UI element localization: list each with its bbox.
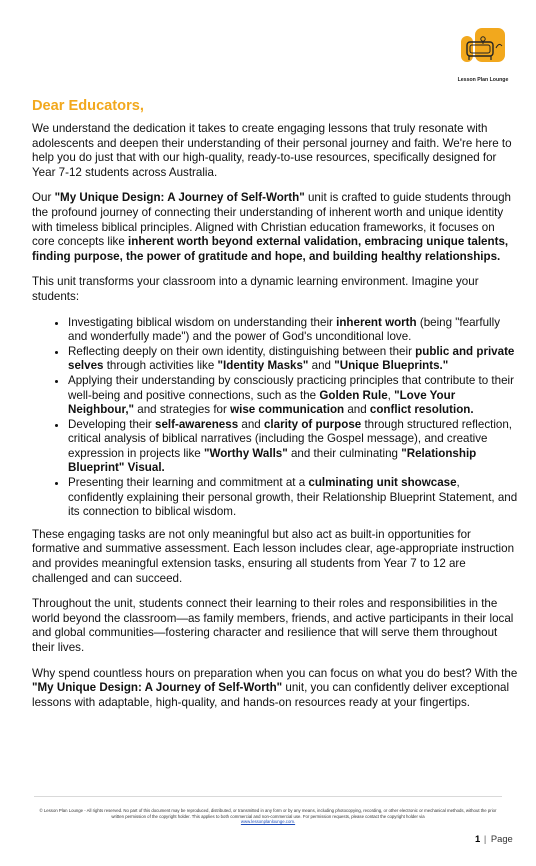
letter-body bbox=[32, 98, 518, 721]
unit-overview-paragraph: Our "My Unique Design: A Journey of Self-Worth" unit is crafted to guide students through the profound journey of connecting their understanding of inherent worth and unique identity with timeless biblical principles. Aligned with Christian education frameworks, it focuses on core concepts like inherent worth beyond external validation, embracing unique talents, finding purpose, the power of gratitude and hope, and building healthy relationships. bbox=[32, 191, 511, 263]
copyright-text: © Lesson Plan Lounge - All rights reserved. No part of this document may be reproduced, distributed, or transmitted in any form or by any means, including photocopying, recording, or other electronic or mechanical methods, without the prior written permission of the copyright holder. This applies to both commercial and non-commercial use. For permission requests, please contact the copyright holder via bbox=[39, 808, 497, 819]
footer-divider bbox=[34, 796, 502, 797]
transform-paragraph: This unit transforms your classroom into a dynamic learning environment. Imagine your students: bbox=[32, 275, 479, 303]
unit-title-closing: "My Unique Design: A Journey of Self-Worth" bbox=[32, 681, 283, 695]
unit-title: "My Unique Design: A Journey of Self-Worth" bbox=[54, 191, 305, 205]
core-concepts: inherent worth beyond external validation, embracing unique talents, finding purpose, the power of gratitude and hope, and building healthy relationships. bbox=[32, 235, 509, 263]
list-item: • Applying their understanding by consciously practicing principles that contribute to their well-being and positive connections, such as the Golden Rule, "Love Your Neighbour," and strategies for wise communication and conflict resolution. bbox=[68, 374, 518, 418]
assessment-paragraph: These engaging tasks are not only meaningful but also act as built-in opportunities for formative and summative assessment. Each lesson includes clear, age-appropriate instruction and provides meaningful extension tasks, ensuring all students from Year 7 to 12 are challenged and can succeed. bbox=[32, 527, 515, 585]
couch-logo-icon bbox=[461, 28, 505, 68]
intro-paragraph: We understand the dedication it takes to create engaging lessons that truly resonate with adolescents and deepen their understanding of their personal journey and faith. We're here to help you do just that with our high-quality, ready-to-use resources, specifically designed for Year 7-12 students across Australia. bbox=[32, 122, 512, 179]
list-item: • Developing their self-awareness and clarity of purpose through structured reflection, critical analysis of biblical narratives (including the Gospel message), and creative expression in projects like "Worthy Walls" and their culminating "Relationship Blueprint" Visual. bbox=[68, 418, 518, 476]
list-item: • Presenting their learning and commitment at a culminating unit showcase, confidently explaining their personal growth, their Relationship Blueprint Statement, and its connection to biblical wisdom. bbox=[68, 476, 518, 520]
page-number: 1 | Page bbox=[475, 833, 513, 844]
activity-list bbox=[32, 316, 518, 520]
greeting-heading: Dear Educators, bbox=[32, 98, 144, 114]
communities-paragraph: Throughout the unit, students connect their learning to their roles and responsibilities in the world beyond the classroom—as family members, friends, and active participants in their local and global communities—fostering character and resilience that will serve them throughout their lives. bbox=[32, 597, 514, 654]
brand-logo bbox=[452, 28, 514, 86]
copyright-footer bbox=[34, 808, 502, 825]
brand-name: Lesson Plan Lounge bbox=[457, 77, 509, 83]
list-item: • Reflecting deeply on their own identity, distinguishing between their public and private selves through activities like "Identity Masks" and "Unique Blueprints." bbox=[68, 345, 518, 374]
closing-paragraph: Why spend countless hours on preparation when you can focus on what you do best? With the "My Unique Design: A Journey of Self-Worth" unit, you can confidently deliver exceptional lessons with adaptable, high-quality, and hands-on resources ready at your fingertips. bbox=[32, 666, 518, 709]
list-item: • Investigating biblical wisdom on understanding their inherent worth (being "fearfully and wonderfully made") and the power of God's unconditional love. bbox=[68, 316, 518, 345]
website-link[interactable]: www.lessonplanlounge.com. bbox=[240, 819, 296, 825]
